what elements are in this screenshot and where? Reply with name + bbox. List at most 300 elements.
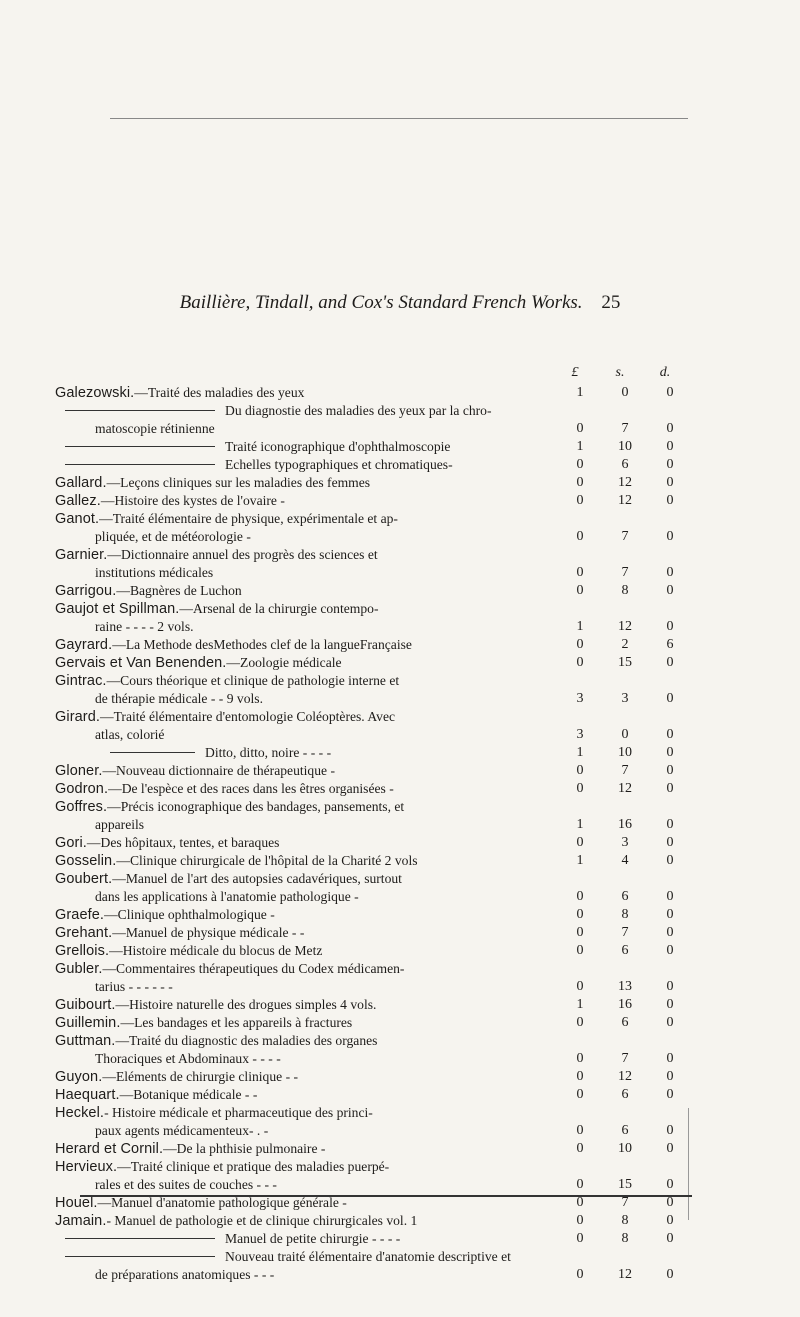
price-pence: 0	[666, 889, 674, 904]
entry-first-line	[55, 853, 418, 868]
price-pence: 0	[666, 907, 674, 922]
work-title: —Traité des maladies des yeux	[134, 385, 305, 400]
work-title-continued: pliquée, et de météorologie -	[95, 529, 251, 544]
price-shillings: 7	[621, 1051, 629, 1066]
work-title: —Traité élémentaire d'entomologie Coléoptères. Avec	[100, 709, 396, 724]
price-pence: 0	[666, 1087, 674, 1102]
entry-first-line	[55, 745, 331, 760]
price-pounds: 0	[576, 1231, 584, 1246]
price	[565, 582, 685, 600]
author-name: Gayrard.	[55, 637, 113, 653]
price-pounds: 0	[576, 457, 584, 472]
work-title: —Clinique chirurgicale de l'hôpital de la Charité 2 vols	[116, 853, 418, 868]
price-pounds: 1	[576, 853, 584, 868]
price-pence: 6	[666, 637, 674, 652]
entry-first-line	[55, 601, 378, 616]
price-shillings: 15	[618, 1177, 632, 1192]
pence-header: d.	[659, 365, 671, 380]
catalogue-entry	[55, 654, 685, 672]
price	[565, 654, 685, 672]
price-pence: 0	[666, 583, 674, 598]
author-name: Guillemin.	[55, 1015, 121, 1031]
work-title: —Nouveau dictionnaire de thérapeutique -	[102, 763, 335, 778]
author-name: Ganot.	[55, 511, 100, 527]
work-title-continued: institutions médicales	[95, 565, 214, 580]
price	[565, 780, 685, 798]
price-shillings: 15	[618, 655, 632, 670]
price	[565, 816, 685, 834]
author-name: Gaujot et Spillman.	[55, 601, 180, 617]
price-shillings: 7	[621, 565, 629, 580]
entry-first-line	[55, 1249, 511, 1264]
price-pence: 0	[666, 439, 674, 454]
page-header	[0, 292, 800, 314]
entry-first-line	[55, 673, 399, 688]
catalogue-entry	[55, 942, 685, 960]
price-pence: 0	[666, 619, 674, 634]
work-title: —Clinique ophthalmologique -	[104, 907, 275, 922]
author-name: Gloner.	[55, 763, 103, 779]
catalogue-entry	[55, 744, 685, 762]
price-pounds: 0	[576, 1213, 584, 1228]
price-shillings: 7	[621, 763, 629, 778]
price-pence: 0	[666, 655, 674, 670]
author-name: Girard.	[55, 709, 101, 725]
price	[565, 906, 685, 924]
price-pence: 0	[666, 421, 674, 436]
author-name: Haequart.	[55, 1087, 120, 1103]
catalogue-entry	[55, 456, 685, 474]
price-pence: 0	[666, 1141, 674, 1156]
author-name: Guyon.	[55, 1069, 103, 1085]
ditto-dash	[65, 1238, 215, 1239]
price-pounds: 0	[576, 1087, 584, 1102]
author-name: Herard et Cornil.	[55, 1141, 164, 1157]
catalogue-entry	[55, 924, 685, 942]
price	[565, 762, 685, 780]
catalogue-entry	[55, 1248, 685, 1284]
catalogue-entry	[55, 1230, 685, 1248]
price	[565, 888, 685, 906]
entry-first-line	[55, 781, 394, 796]
price-shillings: 12	[618, 493, 632, 508]
author-name: Heckel.	[55, 1105, 105, 1121]
price	[565, 618, 685, 636]
work-title-continued: tarius - - - - - -	[95, 979, 173, 994]
work-title: - Manuel de pathologie et de clinique chirurgicales vol. 1	[106, 1213, 418, 1228]
price-pence: 0	[666, 997, 674, 1012]
price-pounds: 0	[576, 763, 584, 778]
price-pounds: 0	[576, 637, 584, 652]
entry-first-line	[55, 799, 404, 814]
price	[565, 1266, 685, 1284]
author-name: Goffres.	[55, 799, 108, 815]
ditto-dash	[65, 446, 215, 447]
price	[565, 726, 685, 744]
price-pounds: 0	[576, 1123, 584, 1138]
price	[565, 942, 685, 960]
price-pounds: 1	[576, 997, 584, 1012]
author-name: Gori.	[55, 835, 87, 851]
price-pence: 0	[666, 385, 674, 400]
author-name: Garrigou.	[55, 583, 117, 599]
work-title: —Des hôpitaux, tentes, et baraques	[86, 835, 280, 850]
price-pounds: 0	[576, 1267, 584, 1282]
price	[565, 1122, 685, 1140]
price-shillings: 12	[618, 1267, 632, 1282]
price-pounds: 0	[576, 889, 584, 904]
price-pence: 0	[666, 745, 674, 760]
price	[565, 1086, 685, 1104]
author-name: Jamain.	[55, 1213, 107, 1229]
catalogue-entry	[55, 438, 685, 456]
price-pence: 0	[666, 943, 674, 958]
work-title: —La Methode desMethodes clef de la langueFrançaise	[112, 637, 412, 652]
entry-first-line	[55, 457, 453, 472]
work-title-continued: Thoraciques et Abdominaux - - - -	[95, 1051, 281, 1066]
work-title: —Manuel de physique médicale - -	[112, 925, 305, 940]
price-shillings: 7	[621, 1195, 629, 1210]
work-title: Ditto, ditto, noire - - - -	[205, 745, 332, 760]
price-shillings: 10	[618, 1141, 632, 1156]
catalogue-entry	[55, 996, 685, 1014]
price-shillings: 10	[618, 745, 632, 760]
price	[565, 978, 685, 996]
work-title: —De la phthisie pulmonaire -	[163, 1141, 326, 1156]
work-title: —Leçons cliniques sur les maladies des femmes	[106, 475, 371, 490]
price-pounds: 0	[576, 1069, 584, 1084]
price-shillings: 6	[621, 1015, 629, 1030]
work-title: —Traité du diagnostic des maladies des organes	[115, 1033, 378, 1048]
price	[565, 1212, 685, 1230]
catalogue-entry	[55, 870, 685, 906]
catalogue-entry	[55, 780, 685, 798]
price-pounds: 0	[576, 925, 584, 940]
entry-first-line	[55, 961, 404, 976]
price	[565, 636, 685, 654]
price-shillings: 3	[621, 835, 629, 850]
work-title: —Bagnères de Luchon	[116, 583, 242, 598]
catalogue-entry	[55, 852, 685, 870]
price-pence: 0	[666, 817, 674, 832]
author-name: Gallez.	[55, 493, 101, 509]
price-shillings: 6	[621, 889, 629, 904]
author-name: Gervais et Van Benenden.	[55, 655, 227, 671]
catalogue-entry	[55, 1086, 685, 1104]
top-rule	[110, 118, 688, 119]
price-shillings: 6	[621, 943, 629, 958]
price	[565, 1014, 685, 1032]
price-pence: 0	[666, 1015, 674, 1030]
catalogue-entry	[55, 474, 685, 492]
price-shillings: 7	[621, 529, 629, 544]
entry-first-line	[55, 583, 242, 598]
author-name: Gintrac.	[55, 673, 107, 689]
entry-first-line	[55, 709, 395, 724]
work-title-continued: appareils	[95, 817, 145, 832]
price-shillings: 8	[621, 583, 629, 598]
catalogue-entry	[55, 510, 685, 546]
work-title: —Les bandages et les appareils à fractures	[120, 1015, 353, 1030]
work-title: —Histoire des kystes de l'ovaire -	[100, 493, 285, 508]
price-pounds: 0	[576, 565, 584, 580]
author-name: Godron.	[55, 781, 109, 797]
entry-first-line	[55, 655, 342, 670]
price-pence: 0	[666, 1195, 674, 1210]
catalogue-entry	[55, 1104, 685, 1140]
price-pounds: 0	[576, 1051, 584, 1066]
entry-first-line	[55, 925, 304, 940]
work-title: —Histoire naturelle des drogues simples 4 vols.	[115, 997, 377, 1012]
price	[565, 438, 685, 456]
entry-first-line	[55, 1213, 417, 1228]
price-shillings: 8	[621, 907, 629, 922]
author-name: Guttman.	[55, 1033, 116, 1049]
price-pence: 0	[666, 1231, 674, 1246]
price-pounds: 0	[576, 979, 584, 994]
price-pounds: 0	[576, 529, 584, 544]
price-shillings: 8	[621, 1231, 629, 1246]
author-name: Gosselin.	[55, 853, 117, 869]
price-pence: 0	[666, 853, 674, 868]
entry-first-line	[55, 997, 376, 1012]
price-pounds: 1	[576, 817, 584, 832]
price-pounds: 0	[576, 475, 584, 490]
price	[565, 474, 685, 492]
entry-first-line	[55, 1033, 377, 1048]
running-title: Baillière, Tindall, and Cox's Standard French Works.	[179, 292, 583, 313]
work-title-continued: rales et des suites de couches - - -	[95, 1177, 277, 1192]
catalogue-entry	[55, 906, 685, 924]
price-shillings: 4	[621, 853, 629, 868]
entry-first-line	[55, 1159, 389, 1174]
catalogue-entry	[55, 834, 685, 852]
price-shillings: 16	[618, 817, 632, 832]
work-title: —Arsenal de la chirurgie contempo-	[179, 601, 379, 616]
price	[565, 492, 685, 510]
price-shillings: 7	[621, 421, 629, 436]
work-title: - Histoire médicale et pharmaceutique des princi-	[104, 1105, 373, 1120]
price-pence: 0	[666, 1267, 674, 1282]
price-pounds: 0	[576, 943, 584, 958]
work-title: —Dictionnaire annuel des progrès des sciences et	[107, 547, 378, 562]
work-title: Echelles typographiques et chromatiques-	[225, 457, 453, 472]
catalogue-entry	[55, 708, 685, 744]
work-title: Manuel de petite chirurgie - - - -	[225, 1231, 401, 1246]
price-pounds: 0	[576, 1141, 584, 1156]
work-title: Traité iconographique d'ophthalmoscopie	[225, 439, 451, 454]
price	[565, 1050, 685, 1068]
price-pence: 0	[666, 835, 674, 850]
catalogue-entry	[55, 1014, 685, 1032]
author-name: Gubler.	[55, 961, 103, 977]
price-pounds: 0	[576, 1015, 584, 1030]
author-name: Goubert.	[55, 871, 113, 887]
author-name: Graefe.	[55, 907, 105, 923]
catalogue-entry	[55, 600, 685, 636]
entry-first-line	[55, 1231, 400, 1246]
price-pence: 0	[666, 493, 674, 508]
price-pounds: 3	[576, 691, 584, 706]
author-name: Grehant.	[55, 925, 113, 941]
work-title: —Manuel d'anatomie pathologique générale -	[97, 1195, 347, 1210]
price-shillings: 7	[621, 925, 629, 940]
price	[565, 1140, 685, 1158]
bottom-rule	[80, 1195, 692, 1197]
work-title-continued: paux agents médicamenteux- . -	[95, 1123, 269, 1138]
price	[565, 834, 685, 852]
price-pounds: 1	[576, 619, 584, 634]
entry-first-line	[55, 871, 402, 886]
price-shillings: 10	[618, 439, 632, 454]
work-title: —Zoologie médicale	[226, 655, 342, 670]
price-pence: 0	[666, 1051, 674, 1066]
entry-first-line	[55, 403, 492, 418]
price-pounds: 0	[576, 421, 584, 436]
entry-first-line	[55, 475, 370, 490]
catalogue-entry	[55, 582, 685, 600]
entry-first-line	[55, 511, 398, 526]
price	[565, 690, 685, 708]
entry-first-line	[55, 1087, 257, 1102]
catalogue-entry	[55, 1068, 685, 1086]
catalogue-entry	[55, 1158, 685, 1194]
shillings-header: s.	[615, 365, 625, 380]
work-title-continued: de préparations anatomiques - - -	[95, 1267, 275, 1282]
price-shillings: 6	[621, 1087, 629, 1102]
catalogue-entry	[55, 492, 685, 510]
entry-first-line	[55, 439, 450, 454]
work-title: Du diagnostie des maladies des yeux par la chro-	[225, 403, 492, 418]
price-pence: 0	[666, 565, 674, 580]
price-pence: 0	[666, 1069, 674, 1084]
price-shillings: 8	[621, 1213, 629, 1228]
entry-first-line	[55, 1069, 298, 1084]
author-name: Houel.	[55, 1195, 98, 1211]
price-pounds: 1	[576, 745, 584, 760]
ditto-dash	[65, 464, 215, 465]
entry-first-line	[55, 943, 322, 958]
entry-first-line	[55, 1195, 347, 1210]
price	[565, 384, 685, 402]
price-pence: 0	[666, 529, 674, 544]
author-name: Grellois.	[55, 943, 110, 959]
price-pounds: 0	[576, 835, 584, 850]
price	[565, 744, 685, 762]
price	[565, 456, 685, 474]
price-pounds: 0	[576, 1177, 584, 1192]
catalogue-entry	[55, 960, 685, 996]
work-title-continued: atlas, colorié	[95, 727, 165, 742]
work-title: —Manuel de l'art des autopsies cadavériques, surtout	[112, 871, 402, 886]
entry-first-line	[55, 835, 279, 850]
catalogue-entry	[55, 384, 685, 402]
price-pence: 0	[666, 781, 674, 796]
price-pence: 0	[666, 925, 674, 940]
price-pence: 0	[666, 475, 674, 490]
catalogue-entry	[55, 1140, 685, 1158]
price-shillings: 12	[618, 619, 632, 634]
price	[565, 1176, 685, 1194]
work-title: —Eléments de chirurgie clinique - -	[102, 1069, 299, 1084]
catalogue-entry	[55, 546, 685, 582]
price-pounds: 1	[576, 385, 584, 400]
work-title: Nouveau traité élémentaire d'anatomie descriptive et	[225, 1249, 511, 1264]
price-pence: 0	[666, 1123, 674, 1138]
entry-first-line	[55, 493, 285, 508]
catalogue-entry	[55, 672, 685, 708]
price-pounds: 0	[576, 907, 584, 922]
page-number: 25	[601, 292, 621, 313]
entry-first-line	[55, 1141, 325, 1156]
catalogue-entry	[55, 798, 685, 834]
price	[565, 924, 685, 942]
price	[565, 996, 685, 1014]
price-pounds: 1	[576, 439, 584, 454]
price-pence: 0	[666, 457, 674, 472]
price-pence: 0	[666, 1213, 674, 1228]
price-pounds: 3	[576, 727, 584, 742]
work-title: —Histoire médicale du blocus de Metz	[109, 943, 323, 958]
author-name: Hervieux.	[55, 1159, 118, 1175]
price-shillings: 6	[621, 457, 629, 472]
right-margin-rule	[688, 1108, 689, 1220]
price	[565, 564, 685, 582]
price-pounds: 0	[576, 781, 584, 796]
price-shillings: 2	[621, 637, 629, 652]
work-title-continued: dans les applications à l'anatomie pathologique -	[95, 889, 359, 904]
catalogue-entries	[55, 384, 685, 1284]
price-shillings: 12	[618, 1069, 632, 1084]
price-shillings: 13	[618, 979, 632, 994]
entry-first-line	[55, 1105, 373, 1120]
work-title: —Traité clinique et pratique des maladies puerpé-	[117, 1159, 390, 1174]
work-title-continued: matoscopie rétinienne	[95, 421, 215, 436]
work-title-continued: de thérapie médicale - - 9 vols.	[95, 691, 263, 706]
work-title: —De l'espèce et des races dans les êtres organisées -	[108, 781, 394, 796]
ditto-dash	[65, 1256, 215, 1257]
price-pence: 0	[666, 763, 674, 778]
price-pence: 0	[666, 691, 674, 706]
price-shillings: 0	[621, 385, 629, 400]
ditto-dash	[110, 752, 195, 753]
author-name: Garnier.	[55, 547, 108, 563]
price	[565, 420, 685, 438]
price-shillings: 3	[621, 691, 629, 706]
author-name: Galezowski.	[55, 385, 135, 401]
price	[565, 1068, 685, 1086]
entry-first-line	[55, 385, 304, 400]
price-pence: 0	[666, 979, 674, 994]
catalogue-entry	[55, 1212, 685, 1230]
catalogue-entry	[55, 636, 685, 654]
price-pence: 0	[666, 727, 674, 742]
entry-first-line	[55, 1015, 352, 1030]
price	[565, 528, 685, 546]
entry-first-line	[55, 637, 412, 652]
catalogue-entry	[55, 402, 685, 438]
price-pence: 0	[666, 1177, 674, 1192]
author-name: Gallard.	[55, 475, 107, 491]
catalogue-entry	[55, 762, 685, 780]
entry-first-line	[55, 763, 335, 778]
work-title: —Précis iconographique des bandages, pansements, et	[107, 799, 405, 814]
work-title: —Botanique médicale - -	[119, 1087, 258, 1102]
price-pounds: 0	[576, 493, 584, 508]
price-shillings: 0	[621, 727, 629, 742]
price-pounds: 0	[576, 1195, 584, 1210]
work-title: —Commentaires thérapeutiques du Codex médicamen-	[102, 961, 405, 976]
